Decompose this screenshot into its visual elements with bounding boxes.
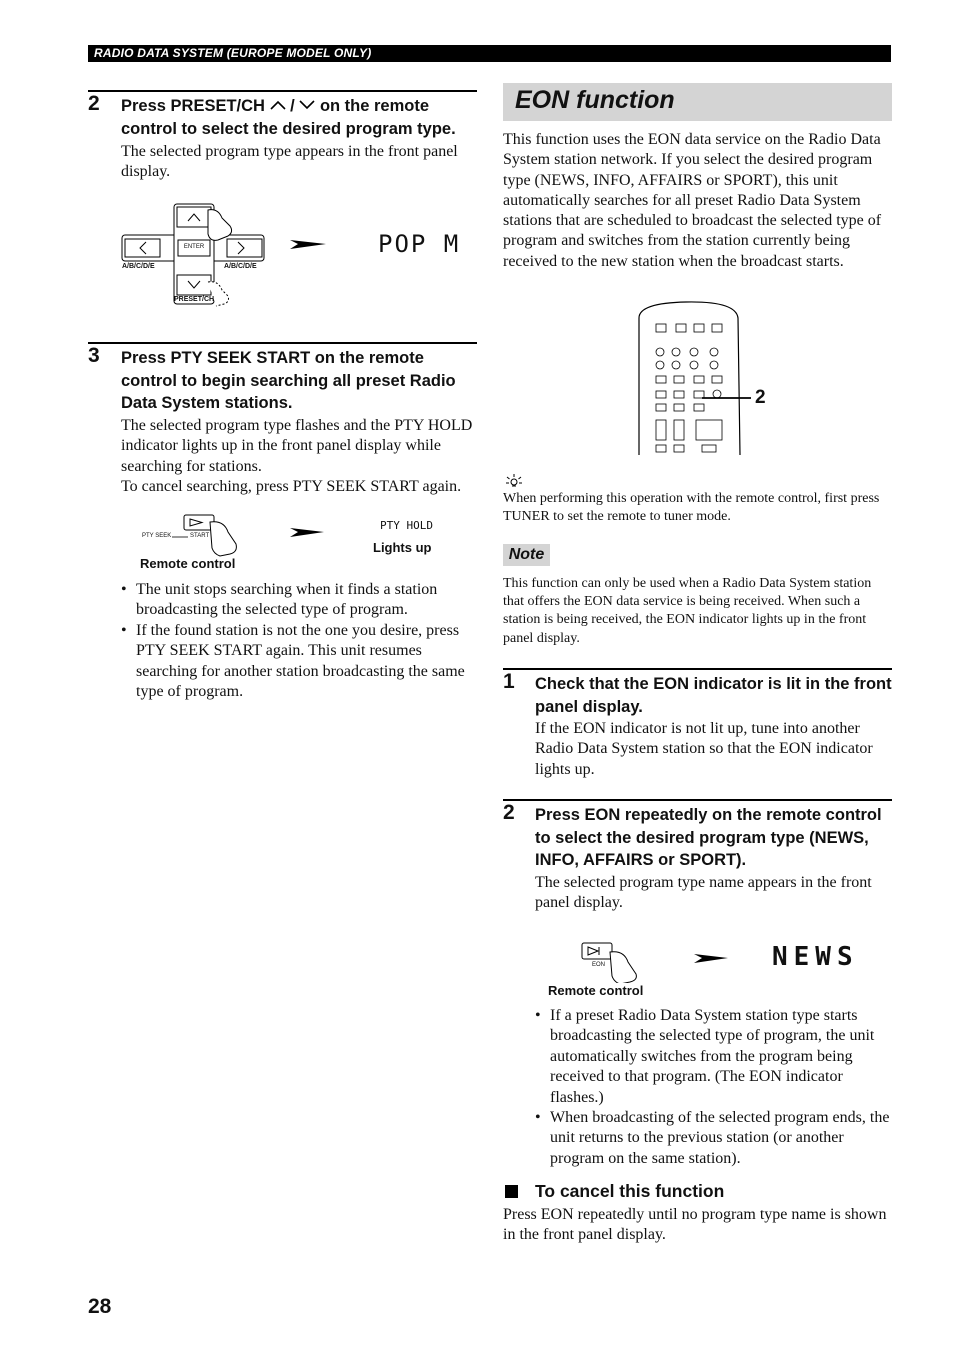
remote-control-figure (636, 300, 776, 460)
step-heading: Press PTY SEEK START on the remote control to begin searching all preset Radio Data System stations. (121, 349, 456, 412)
step-divider (88, 90, 477, 92)
note-label: Note (503, 544, 550, 566)
section-title-bar (503, 83, 892, 121)
enter-button-label: ENTER (183, 244, 205, 250)
step-body: If the EON indicator is not lit up, tune into another Radio Data System station so that the EON indicator lights up. (535, 720, 873, 778)
list-item: • The unit stops searching when it finds a station broadcasting the selected type of program. (121, 580, 477, 621)
front-panel-display-text: NEWS (772, 942, 859, 972)
section-header-bar (88, 45, 891, 62)
note-text: This function can only be used when a Radio Data System station that offers the EON data service is being received. When such a station is being received, the EON indicator lights up in the front panel display. (503, 576, 872, 646)
pty-seek-figure (140, 510, 460, 575)
eon-label: EON (592, 962, 606, 968)
intro-paragraph: This function uses the EON data service on the Radio Data System station network. If you select the desired program type (NEWS, INFO, AFFAIRS or SPORT), this unit automatically searches for all preset Radio Data System stations that are scheduled to broadcast the selected type of program and switches from the station currently being received to the new station when the broadcast starts. (503, 131, 882, 270)
section-header-label: RADIO DATA SYSTEM (EUROPE MODEL ONLY) (94, 46, 372, 60)
start-label: START (190, 533, 210, 539)
list-item: • If a preset Radio Data System station type starts broadcasting the selected type of program, the unit automatically switches from the program being received to that program. (The EON indicator flashes.) (535, 1006, 892, 1108)
page-title: EON function (515, 86, 675, 114)
chevron-down-icon (299, 100, 315, 110)
list-item: • If the found station is not the one you desire, press PTY SEEK START again. This unit resumes searching for another station broadcasting the same type of program. (121, 621, 477, 703)
tip-text: When performing this operation with the remote control, first press TUNER to set the remote to tuner mode. (503, 491, 880, 525)
step-divider (503, 799, 892, 801)
cursor-right-label: A/B/C/D/E (224, 263, 257, 270)
subsection-heading: To cancel this function (535, 1181, 725, 1201)
remote-control-caption: Remote control (140, 556, 236, 571)
subsection-body: Press EON repeatedly until no program type name is shown in the front panel display. (503, 1206, 887, 1244)
pty-seek-label: PTY SEEK (142, 533, 172, 539)
step-body: The selected program type appears in the front panel display. (121, 143, 458, 181)
step-number: 2 (503, 801, 515, 824)
step-divider (88, 342, 477, 344)
step-number: 2 (88, 92, 100, 115)
step-heading: Press PRESET/CH / on the remote control to select the desired program type. (121, 97, 456, 138)
step-number: 1 (503, 670, 515, 693)
step-body: The selected program type flashes and the PTY HOLD indicator lights up in the front panel display while searching for stations. To cancel searching, press PTY SEEK START again. (121, 417, 473, 495)
notes-list (535, 1006, 892, 1169)
pty-hold-indicator: PTY HOLD (380, 519, 433, 532)
eon-figure (548, 938, 859, 1000)
square-bullet-icon (505, 1185, 518, 1198)
remote-control-illustration (636, 300, 776, 460)
step-heading: Press EON repeatedly on the remote control to select the desired program type (NEWS, INFO, AFFAIRS or SPORT). (535, 806, 882, 869)
remote-control-caption: Remote control (548, 983, 644, 998)
step-heading: Check that the EON indicator is lit in the front panel display. (535, 675, 892, 716)
page-number: 28 (88, 1295, 112, 1318)
callout-number: 2 (755, 387, 766, 408)
notes-list (121, 580, 477, 702)
preset-ch-figure (120, 200, 470, 310)
step-divider (503, 668, 892, 670)
chevron-up-icon (270, 100, 286, 110)
front-panel-display-text: POP M (378, 230, 461, 258)
list-item: • When broadcasting of the selected program ends, the unit returns to the previous station (or another program on the same station). (535, 1108, 892, 1169)
preset-ch-label: PRESET/CH (174, 296, 215, 303)
step-number: 3 (88, 344, 100, 367)
step-body: The selected program type name appears in the front panel display. (535, 874, 872, 912)
lights-up-caption: Lights up (373, 540, 432, 555)
cursor-left-label: A/B/C/D/E (122, 263, 155, 270)
